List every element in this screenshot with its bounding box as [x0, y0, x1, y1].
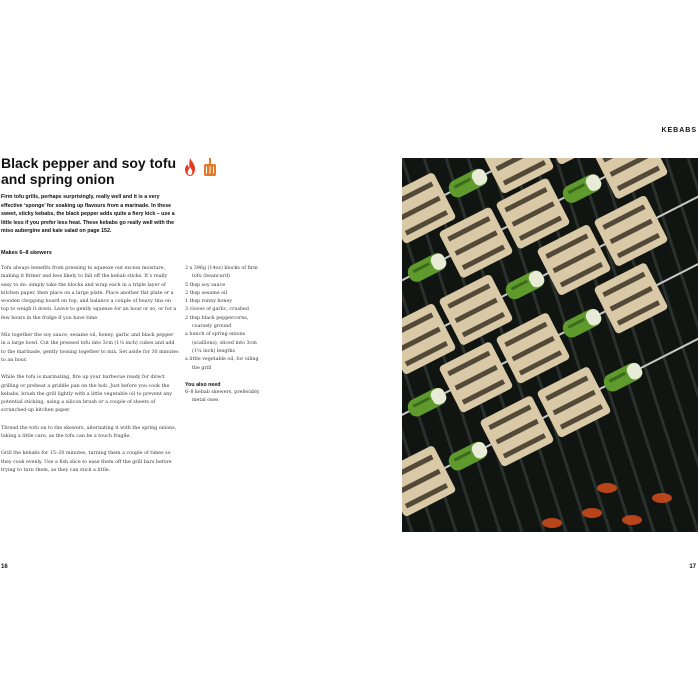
method-step: Grill the kebabs for 15–20 minutes, turning them a couple of times so they cook evenly. Use a fish slice to ease them off the grill bars before trying to turn them, as they can stick a little.: [1, 451, 172, 473]
recipe-yield: Makes 6–8 skewers: [1, 250, 52, 256]
ingredient-line: 3 cloves of garlic, crushed: [185, 307, 249, 313]
ingredient-line: 2 x 396g (14oz) blocks of firm: [185, 266, 258, 271]
ingredient-line: the grill: [192, 365, 212, 371]
ingredient-line: metal ones: [192, 398, 219, 404]
ingredient-line: 1 tbsp runny honey: [185, 299, 233, 305]
ingredient-line: (scallions), sliced into 3cm: [192, 340, 257, 346]
method-step: Thread the tofu on to the skewers, alternating it with the spring onions, taking a little care, as the tofu can be a touch fragile.: [1, 425, 177, 440]
recipe-intro: Firm tofu grills, perhaps surprisingly, really well and it is a very effective ‘sponge’ for soaking up flavours from a marinade. In these sweet, sticky kebabs, the black pepper adds quite a fiery kick – use a little less if you prefer less heat. These kebabs go really well with the miso aubergine and kale salad on page 152.: [1, 194, 175, 235]
grilled-tofu-kebabs-photo: [402, 158, 698, 532]
recipe-icons: [183, 157, 217, 177]
ingredient-line: tofu (beancurd): [192, 274, 230, 280]
method-step: Tofu always benefits from pressing to squeeze out excess moisture, making it firmer and less likely to fall off the kebab sticks. It’s really easy to do: simply take the blocks and wrap each in a triple layer of kitchen paper, then place on a large plate. Place another flat plate or a wooden chopping board on top, and balance a couple of heavy tins on top to weigh it down. Leave to gently squeeze for an hour or so, or for a few hours in the fridge if you have time.: [1, 266, 177, 321]
ingredient-line: coarsely ground: [192, 324, 232, 330]
ingredient-line: a little vegetable oil, for oiling: [185, 357, 259, 363]
kebab-illustration: [402, 158, 698, 532]
grill-icon: [203, 157, 217, 177]
page-number-left: 16: [1, 564, 8, 570]
method-steps: [1, 265, 179, 484]
ember: [597, 483, 617, 493]
flame-icon: [183, 157, 197, 177]
ingredient-line: 5 tbsp soy sauce: [185, 282, 226, 288]
ember: [622, 515, 642, 525]
page-number-right: 17: [689, 564, 696, 570]
equipment-heading: You also need: [185, 381, 221, 388]
ember: [652, 493, 672, 503]
method-step: Mix together the soy sauce, sesame oil, honey, garlic and black pepper in a large bowl. Cut the pressed tofu into 3cm (1¼ inch) cubes and add to the marinade, gently tossing together to mix. Set aside for 30 minutes to an hour.: [1, 333, 179, 363]
recipe-title: Black pepper and soy tofu and spring onion: [1, 155, 177, 187]
method-step: While the tofu is marinating, fire up your barbecue ready for direct grilling or preheat a griddle pan on the hob. Just before you cook the kebabs, brush the grill lightly with a little vegetable oil to prevent any potential sticking, using a silicon brush or a couple of sheets of scrunched-up kitchen paper.: [1, 375, 172, 414]
ember: [542, 518, 562, 528]
ingredient-line: (1¼ inch) lengths: [192, 348, 235, 354]
section-label: KEBABS: [661, 127, 697, 134]
ingredient-line: 2 tbsp black peppercorns,: [185, 315, 249, 321]
ingredient-line: a bunch of spring onions: [185, 332, 246, 338]
ember: [582, 508, 602, 518]
ingredients-list: [185, 265, 275, 406]
ingredient-line: 6–8 kebab skewers, preferably: [185, 390, 260, 396]
ingredient-line: 2 tbsp sesame oil: [185, 290, 228, 296]
